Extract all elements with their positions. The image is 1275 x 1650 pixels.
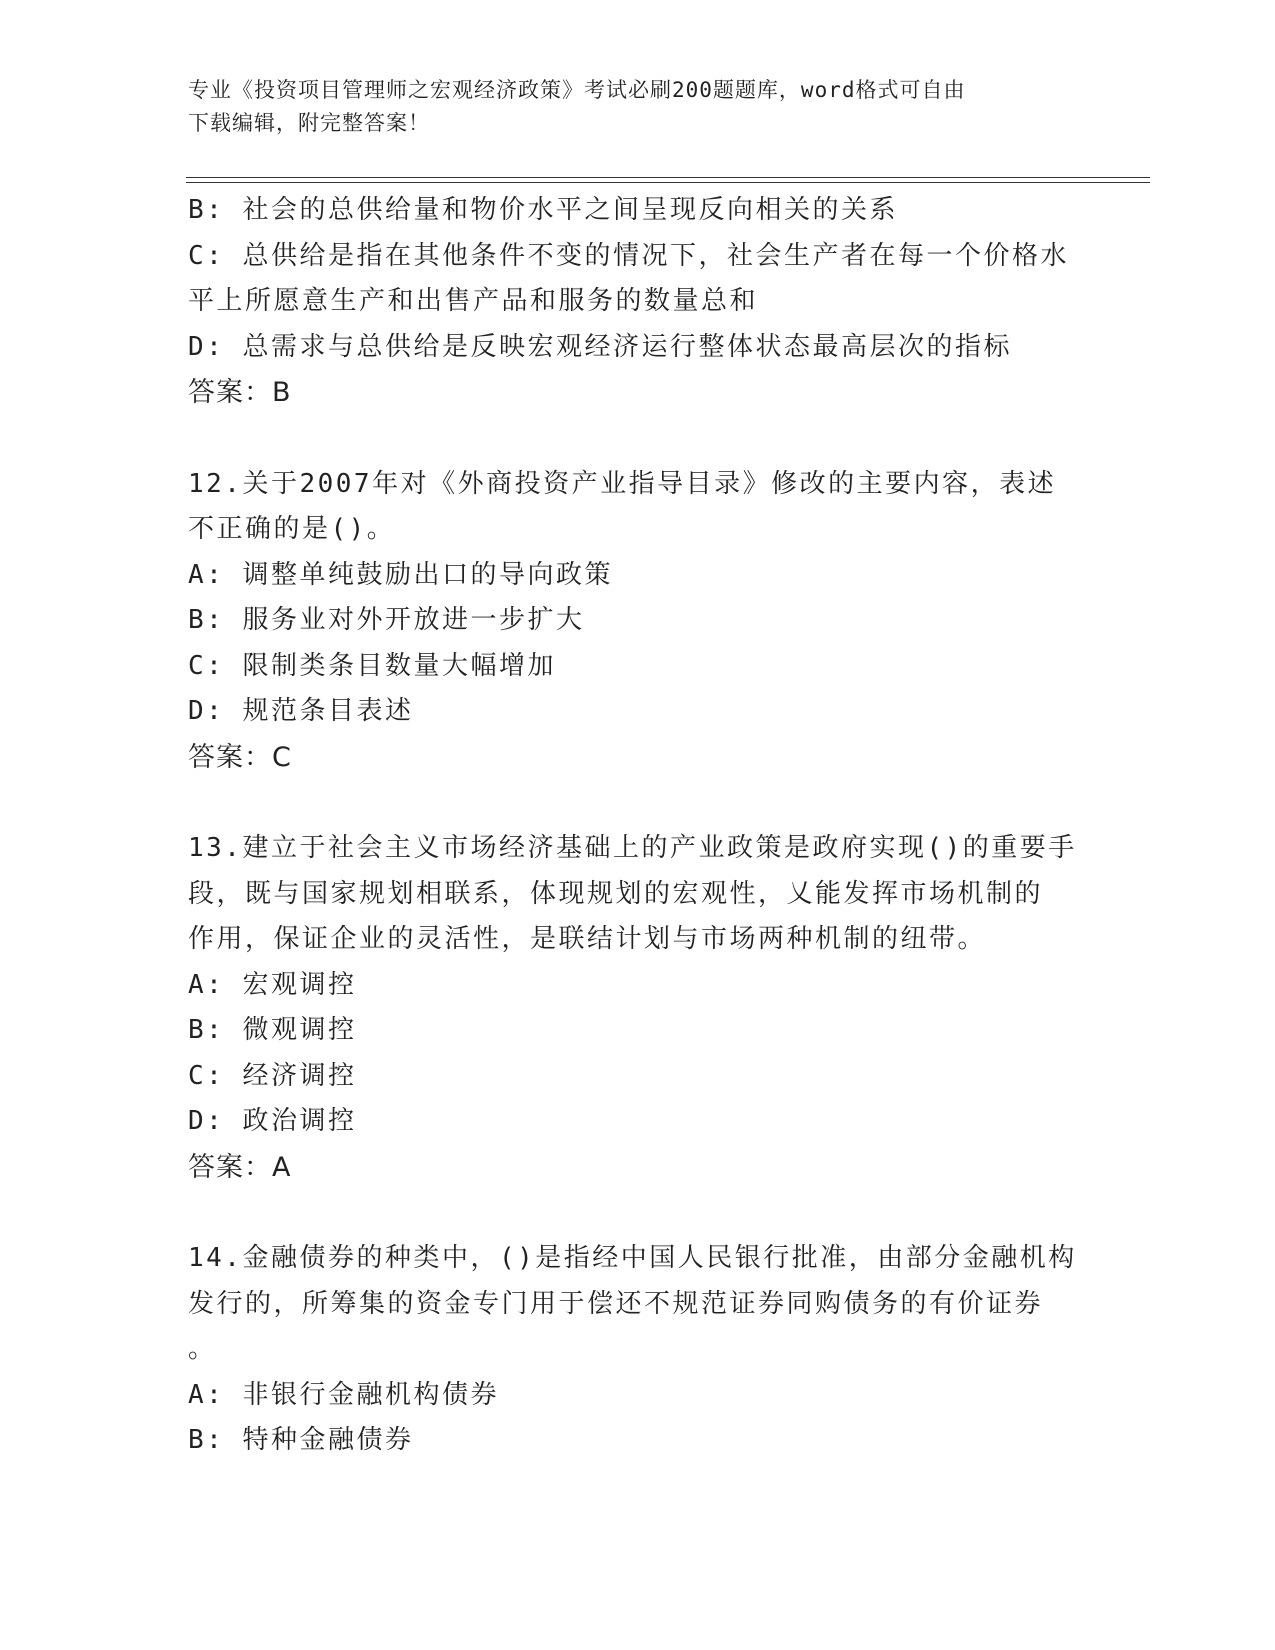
q11-option-b: B: 社会的总供给量和物价水平之间呈现反向相关的关系 (188, 195, 898, 225)
q12-option-b: B: 服务业对外开放进一步扩大 (188, 605, 585, 635)
question-11-block (188, 188, 1088, 416)
q13-option-b: B: 微观调控 (188, 1015, 357, 1045)
q12-stem-line-1: 12.关于2007年对《外商投资产业指导目录》修改的主要内容，表述 (188, 468, 1057, 499)
q14-option-b: B: 特种金融债券 (188, 1425, 414, 1455)
q12-option-d: D: 规范条目表述 (188, 696, 414, 726)
q12-answer: 答案：C (188, 741, 292, 773)
q12-stem-line-2: 不正确的是()。 (188, 514, 396, 544)
q14-stem-line-3: 。 (188, 1334, 217, 1364)
q12-option-c: C: 限制类条目数量大幅增加 (188, 650, 556, 681)
q13-stem-line-1: 13.建立于社会主义市场经济基础上的产业政策是政府实现()的重要手 (188, 833, 1077, 863)
q11-option-c-line-2: 平上所愿意生产和出售产品和服务的数量总和 (188, 286, 759, 316)
q13-stem-line-3: 作用，保证企业的灵活性，是联结计划与市场两种机制的纽带。 (188, 924, 987, 954)
q14-stem-line-1: 14.金融债券的种类中，()是指经中国人民银行批准，由部分金融机构 (188, 1243, 1077, 1273)
header-line-1: 专业《投资项目管理师之宏观经济政策》考试必刷200题题库，word格式可自由 (188, 78, 966, 102)
q13-option-c: C: 经济调控 (188, 1060, 357, 1091)
q12-option-a: A: 调整单纯鼓励出口的导向政策 (188, 559, 613, 590)
header-divider-bottom (186, 182, 1150, 183)
q13-stem-line-2: 段，既与国家规划相联系，体现规划的宏观性，乂能发挥市场机制的 (188, 878, 1044, 909)
q13-option-d: D: 政治调控 (188, 1106, 357, 1136)
q13-option-a: A: 宏观调控 (188, 969, 357, 1000)
q14-option-a: A: 非银行金融机构债券 (188, 1379, 499, 1410)
q11-option-d: D: 总需求与总供给是反映宏观经济运行整体状态最高层次的指标 (188, 331, 1012, 362)
header-divider-top (186, 177, 1150, 178)
spacer (188, 416, 1088, 462)
q11-answer: 答案：B (188, 377, 292, 408)
spacer (188, 780, 1088, 826)
document-body (188, 188, 1088, 1464)
question-14-block (188, 1236, 1088, 1464)
q11-option-c-line-1: C: 总供给是指在其他条件不变的情况下，社会生产者在每一个价格水 (188, 240, 1069, 271)
document-header (188, 74, 1088, 140)
question-12-block (188, 462, 1088, 781)
q13-answer: 答案：A (188, 1151, 292, 1183)
header-line-2: 下载编辑，附完整答案！ (188, 111, 430, 135)
spacer (188, 1190, 1088, 1236)
q14-stem-line-2: 发行的，所筹集的资金专门用于偿还不规范证券同购债务的有价证券 (188, 1288, 1044, 1319)
question-13-block (188, 826, 1088, 1190)
